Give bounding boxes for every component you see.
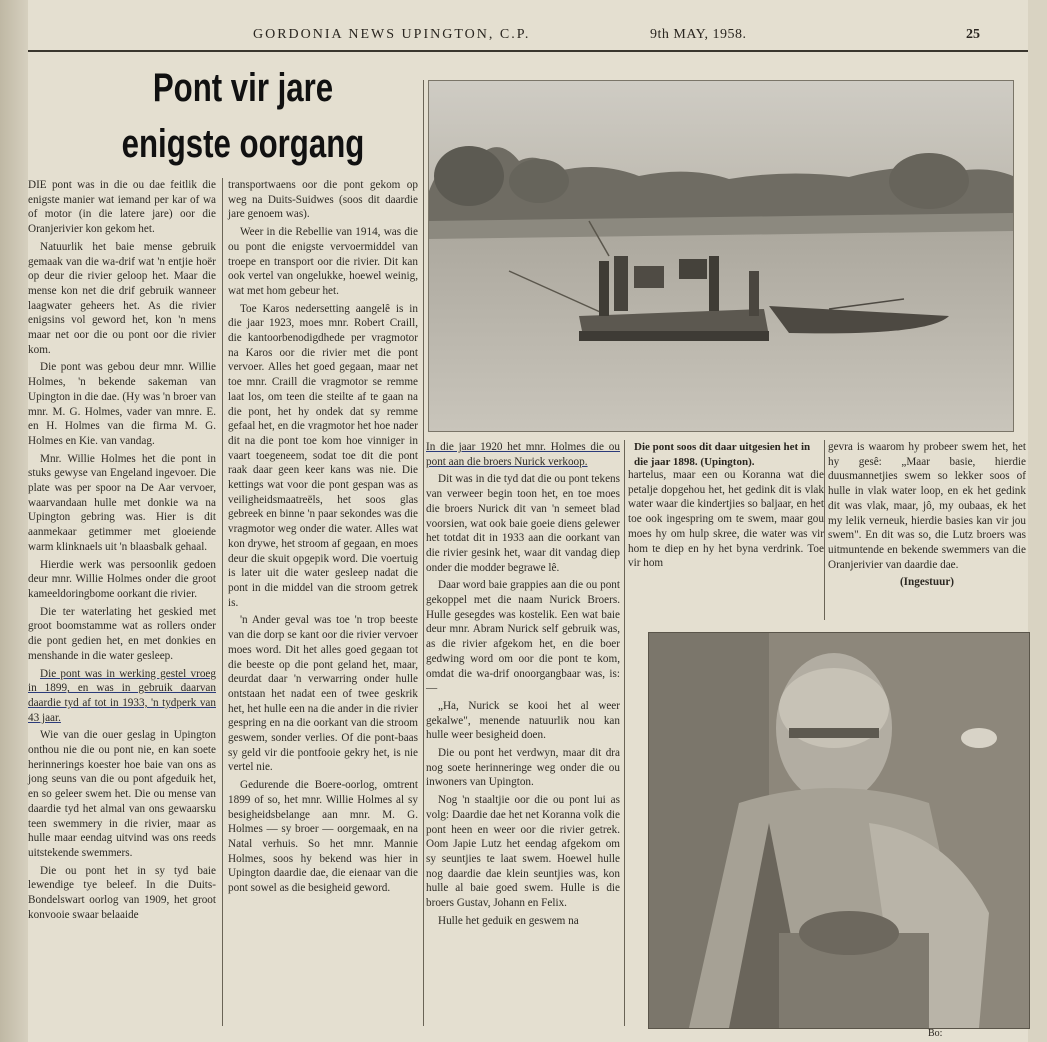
column-rule bbox=[222, 178, 223, 1026]
paragraph: hartelus, maar een ou Koranna wat die petalje dopgehou het, het gedink dit is vlak water waar die kindertjies so baljaar, en het toe ook ingespring om te swem, maar gou moes hy om hulp skree, die water was vir hom te diep en hy het byna verdrink. Toe vir hom bbox=[628, 469, 824, 570]
binding-shadow bbox=[0, 0, 28, 1042]
portrait-photo-image bbox=[649, 633, 1029, 1028]
paragraph: Wie van die ouer geslag in Upington onthou nie die ou pont nie, en kan soete herinnerings koester hoe baie van ons as jong seuns van die ou pont afgeduik het, en so geleer swem het. Die ou mense van daardie tyd het almal van ons gewaarsku teen swemmery in die rivier, maar as hulle maar eendag uitvind was ons reeds uitstekende swemmers. bbox=[28, 729, 216, 859]
article-column-2 bbox=[228, 178, 418, 899]
next-caption-start: Bo: bbox=[928, 1028, 943, 1039]
paragraph: Die ou pont het in sy tyd baie lewendige tye beleef. In die Duits-Bondelswart oorlog van 1909, het groot konvooie swaar belaaide bbox=[28, 864, 216, 921]
article-column-3 bbox=[426, 440, 620, 932]
article-credit: (Ingestuur) bbox=[899, 576, 955, 589]
paragraph: Toe Karos nedersetting aangelê is in die jaar 1923, moes mnr. Robert Craill, die kantoorbenodigdhede per vragmotor na Karos oor die rivier met die pont vervoer. Alles het goed gegaan, maar net toe mnr. Craill die vragmotor se remme laat los, om teen die steilte af te gaan na die pont, het hy ondek dat sy remme gefaal het, en die vragmotor het hoe nader dit na die pont toe kom hoe vinniger in vaart toegeneem, sodat toe dit die pont raak daar geen keer kans was nie. Die kettings wat voor die pont gespan was as veiligheidsmaatreëls, het soos glas gebreek en binne 'n paar sekondes was die vragmotor weg onder die water. Alles wat kon drywe, het stroom af gegaan, en moes deur die skuit opgepik word. Die voertuig is later uit die water gesleep nadat die pont in die middel van die stroom getrek is. bbox=[228, 302, 418, 609]
paragraph: Die ou pont het verdwyn, maar dit dra nog soete herinneringe weg onder die ou inwoners van Upington. bbox=[426, 747, 620, 789]
paragraph: Mnr. Willie Holmes het die pont in stuks gewyse van Engeland ingevoer. Die plate was per spoor na De Aar vervoer, waarvandaan hulle met donkie wa na Upington gebring was. Hier is dit aanmekaar getimmer met gloeiende warm klinknaels uit 'n blaasbalk gehaal. bbox=[28, 452, 216, 553]
paragraph: Gedurende die Boere-oorlog, omtrent 1899 of so, het mnr. Willie Holmes al sy besigheidsbelange aan mnr. M. G. Holmes — sy broer — oorgemaak, en na Natal verhuis. So het mnr. Mannie Holmes, soos hy bekend was hier in Upington daardie dae, die eienaar van die pont sowel as die besigheid geword. bbox=[228, 779, 418, 895]
paragraph: Hulle het geduik en geswem na bbox=[438, 914, 579, 927]
paragraph: Die ter waterlating het geskied met groot boomstamme wat as rollers onder die pont gedien het, en met donkies en menshande in die water gesleep. bbox=[28, 605, 216, 662]
ferry-photo-image bbox=[429, 81, 1013, 431]
paragraph: Nog 'n staaltjie oor die ou pont lui as volg: Daardie dae het net Koranna volk die pont heen en weer oor die rivier getrek. Oom Japie Lutz het eendag afgekom om sy seuntjies te laat swem. Hoewel hulle nog daardie dae klein seuntjies was, kon hulle al baie goed swem. Hulle is die broers Gustav, Johann en Felix. bbox=[426, 794, 620, 910]
paragraph: Hierdie werk was persoonlik gedoen deur mnr. Willie Holmes onder die groot kameeldoringbome oorkant die rivier. bbox=[28, 558, 216, 600]
paragraph: Weer in die Rebellie van 1914, was die ou pont die enigste vervoermiddel van troepe en transport oor die rivier. Dit kan ook vertel van ongelukke, hoewel weinig, wat met hom gebeur het. bbox=[228, 226, 418, 297]
column-rule bbox=[824, 440, 825, 620]
photo-caption: Die pont soos dit daar uitgesien het in die jaar 1898. (Upington). bbox=[634, 441, 811, 468]
paragraph: Dit was in die tyd dat die ou pont tekens van verweer begin toon het, en toe moes die broers Nurick dit van 'n semeet blad voorsien, wat ook baie goeie diens gelewer het totdat dit in 1933 aan die oorkant van die rivier gesink het, waar dit vandag diep onder die modder begrawe lê. bbox=[426, 473, 620, 574]
paragraph: „Ha, Nurick se kooi het al weer gekalwe", menende natuurlik nou kan hulle weer besigheid doen. bbox=[426, 699, 620, 742]
issue-date: 9th MAY, 1958. bbox=[650, 27, 747, 42]
newspaper-page bbox=[28, 0, 1028, 1042]
paragraph: Daar word baie grappies aan die ou pont gekoppel met die naam Nurick Broers. Hulle gesegdes was kostelik. Een wat baie deur mnr. Abram Nurick self gebruik was, as die rivier afgekom het, en die boer gedwing word om oor die pont te kom, omdat die wa-drif onoorgangbaar was, is:— bbox=[426, 579, 620, 695]
paragraph: Die pont was in werking gestel vroeg in 1899, en was in gebruik daarvan daardie tyd af tot in 1933, 'n tydperk van 43 jaar. bbox=[28, 667, 216, 724]
column-rule bbox=[423, 80, 424, 1026]
ferry-photo bbox=[428, 80, 1014, 432]
article-column-4a bbox=[628, 468, 824, 574]
article-column-4b bbox=[828, 440, 1026, 593]
article-column-1 bbox=[28, 178, 216, 925]
paragraph: gevra is waarom hy probeer swem het, het hy gesê: „Maar basie, hierdie duusmannetjies swem so lekker soos of hulle in vlak water loop, en ek het gedink dit was vlak, maar, jô, my oubaas, ek het my lelik verneuk, hierdie basies kan vir jou swem". En dit was so, die Lutz broers was uitmuntende en bekende swemmers van die Oranjerivier van daardie dae. bbox=[828, 441, 1026, 571]
paragraph: Natuurlik het baie mense gebruik gemaak van die wa-drif wat 'n entjie hoër op deur die rivier geloop het. Maar die mense kon net die drif gebruik wanneer laagwater geheers het. As die rivier enigsins vol geword het, kon 'n mens maar net oor die ou pont oor die rivier kom. bbox=[28, 240, 216, 356]
portrait-photo bbox=[648, 632, 1030, 1029]
paragraph: DIE pont was in die ou dae feitlik die enigste manier wat iemand per kar of wa of motor (in die latere jare) oor die Oranjerivier kon gekom het. bbox=[28, 179, 216, 236]
paragraph: transportwaens oor die pont gekom op weg na Duits-Suidwes (soos dit daardie jare genoem was). bbox=[228, 179, 418, 221]
paragraph: In die jaar 1920 het mnr. Holmes die ou pont aan die broers Nurick verkoop. bbox=[426, 441, 620, 468]
column-rule bbox=[624, 440, 625, 1026]
paragraph: 'n Ander geval was toe 'n trop beeste van die dorp se kant oor die rivier vervoer moes word. Dit het alles goed gegaan tot die beeste op die pont geland het, maar, deurdat daar 'n verwarring onder hulle ontstaan het nadat een of twee geskrik het, het hulle een na die ander in die rivier gespring en na die oorkant van die stroom geswem, sonder verlies. Of die pont-baas sy geld vir die pontfooie gekry het, is nie vertel nie. bbox=[228, 614, 418, 774]
paper-name: GORDONIA NEWS UPINGTON, C.P. bbox=[253, 27, 531, 42]
paragraph: Die pont was gebou deur mnr. Willie Holmes, 'n bekende sakeman van Upington in die dae. (Hy was 'n broer van mnr. M. G. Holmes, vader van mnre. E. en H. Holmes van die firma M. G. Holmes en Kie. van vandag. bbox=[28, 361, 216, 447]
article-headline: Pont vir jare enigste oorgang bbox=[121, 66, 365, 166]
page-number: 25 bbox=[966, 27, 980, 42]
masthead bbox=[28, 20, 1028, 52]
